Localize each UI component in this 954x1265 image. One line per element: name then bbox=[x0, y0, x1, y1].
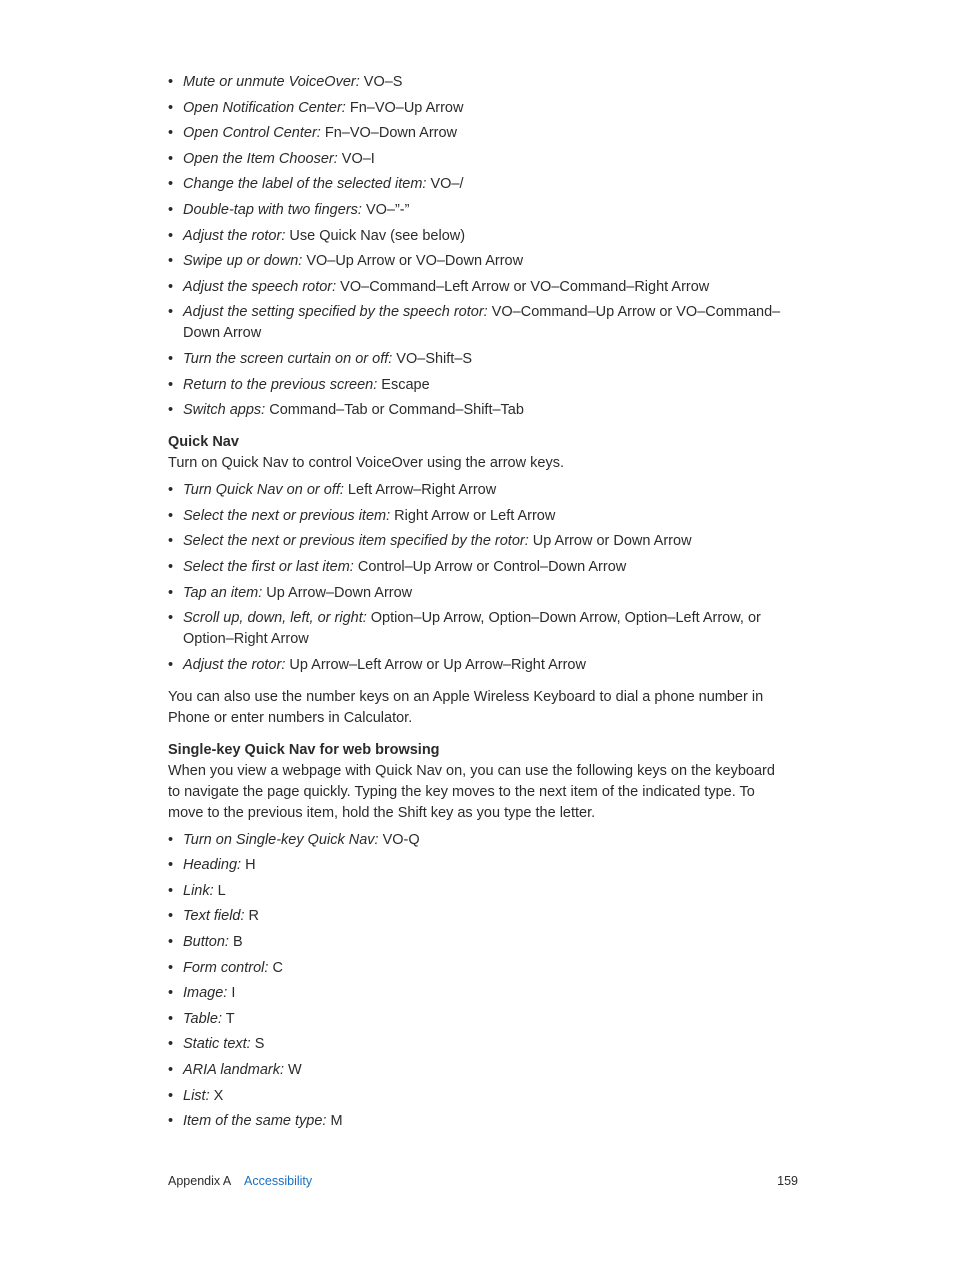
bullet-icon: • bbox=[168, 125, 174, 142]
command-keys: Control–Up Arrow or Control–Down Arrow bbox=[353, 558, 627, 575]
list-item bbox=[168, 226, 788, 247]
bullet-icon: • bbox=[168, 482, 174, 499]
list-item bbox=[168, 557, 788, 578]
list-item bbox=[168, 983, 788, 1004]
command-term: Tap an item: bbox=[183, 584, 263, 601]
page-number: 159 bbox=[777, 1174, 798, 1188]
command-term: Text field: bbox=[183, 908, 245, 925]
command-term: Form control: bbox=[183, 959, 269, 976]
command-keys: M bbox=[326, 1113, 343, 1130]
command-term: Select the first or last item: bbox=[183, 558, 354, 575]
command-term: Adjust the rotor: bbox=[183, 227, 286, 244]
bullet-icon: • bbox=[168, 278, 174, 295]
command-term: Heading: bbox=[183, 857, 242, 874]
command-keys: VO–”-” bbox=[361, 201, 410, 218]
command-keys: H bbox=[241, 857, 256, 874]
command-term: Select the next or previous item: bbox=[183, 507, 391, 524]
bullet-icon: • bbox=[168, 376, 174, 393]
list-item bbox=[168, 98, 788, 119]
command-keys: Option–Up Arrow, Option–Down Arrow, Option–Left Arrow, or Option–Right Arrow bbox=[183, 610, 761, 648]
bullet-icon: • bbox=[168, 1010, 174, 1027]
list-item bbox=[168, 1086, 788, 1107]
command-term: Turn on Single-key Quick Nav: bbox=[183, 831, 379, 848]
bullet-icon: • bbox=[168, 831, 174, 848]
list-item bbox=[168, 583, 788, 604]
list-item bbox=[168, 881, 788, 902]
bullet-icon: • bbox=[168, 882, 174, 899]
command-keys: Up Arrow or Down Arrow bbox=[528, 533, 692, 550]
command-keys: VO–Command–Up Arrow or VO–Command–Down Arrow bbox=[183, 304, 781, 342]
command-term: Select the next or previous item specified by the rotor: bbox=[183, 533, 529, 550]
command-keys: Right Arrow or Left Arrow bbox=[390, 507, 556, 524]
bullet-icon: • bbox=[168, 908, 174, 925]
bullet-icon: • bbox=[168, 610, 174, 627]
bullet-icon: • bbox=[168, 1062, 174, 1079]
command-term: Adjust the speech rotor: bbox=[183, 278, 337, 295]
bullet-icon: • bbox=[168, 959, 174, 976]
footer-section-link[interactable]: Accessibility bbox=[244, 1174, 313, 1188]
list-item bbox=[168, 1060, 788, 1081]
list-item bbox=[168, 1009, 788, 1030]
command-keys: W bbox=[284, 1062, 302, 1079]
list-item bbox=[168, 932, 788, 953]
command-keys: Escape bbox=[377, 376, 430, 393]
bullet-icon: • bbox=[168, 1113, 174, 1130]
command-term: Swipe up or down: bbox=[183, 253, 303, 270]
bullet-icon: • bbox=[168, 176, 174, 193]
command-keys: I bbox=[227, 985, 236, 1002]
list-item bbox=[168, 1111, 788, 1132]
bullet-icon: • bbox=[168, 201, 174, 218]
list-item bbox=[168, 906, 788, 927]
command-keys: Use Quick Nav (see below) bbox=[285, 227, 466, 244]
command-term: Open Notification Center: bbox=[183, 99, 346, 116]
quick-nav-heading: Quick Nav bbox=[168, 434, 239, 451]
command-term: Switch apps: bbox=[183, 402, 266, 419]
list-item bbox=[168, 830, 788, 851]
quick-nav-closing: You can also use the number keys on an Apple Wireless Keyboard to dial a phone number in Phone or enter numbers in Calculator. bbox=[168, 688, 764, 726]
command-term: Static text: bbox=[183, 1036, 251, 1053]
list-item bbox=[168, 149, 788, 170]
bullet-icon: • bbox=[168, 402, 174, 419]
list-item bbox=[168, 251, 788, 272]
command-keys: X bbox=[209, 1087, 224, 1104]
footer-appendix: Appendix A bbox=[168, 1174, 231, 1188]
list-item bbox=[168, 302, 788, 344]
bullet-icon: • bbox=[168, 533, 174, 550]
command-keys: VO–/ bbox=[426, 176, 464, 193]
list-item bbox=[168, 375, 788, 396]
list-item bbox=[168, 349, 788, 370]
list-item bbox=[168, 480, 788, 501]
list-item bbox=[168, 531, 788, 552]
bullet-icon: • bbox=[168, 656, 174, 673]
command-keys: VO–I bbox=[337, 150, 375, 167]
command-keys: VO–Shift–S bbox=[392, 350, 473, 367]
command-keys: Command–Tab or Command–Shift–Tab bbox=[265, 402, 524, 419]
list-item bbox=[168, 400, 788, 421]
bullet-icon: • bbox=[168, 1036, 174, 1053]
command-term: Scroll up, down, left, or right: bbox=[183, 610, 367, 627]
page-footer bbox=[168, 1172, 798, 1190]
list-item bbox=[168, 958, 788, 979]
command-keys: Fn–VO–Down Arrow bbox=[320, 125, 458, 142]
command-keys: VO–Up Arrow or VO–Down Arrow bbox=[302, 253, 524, 270]
command-term: Double-tap with two fingers: bbox=[183, 201, 362, 218]
list-item bbox=[168, 72, 788, 93]
list-item bbox=[168, 277, 788, 298]
bullet-icon: • bbox=[168, 558, 174, 575]
command-keys: C bbox=[268, 959, 283, 976]
list-item bbox=[168, 174, 788, 195]
command-term: Button: bbox=[183, 934, 229, 951]
bullet-icon: • bbox=[168, 1087, 174, 1104]
list-item bbox=[168, 200, 788, 221]
command-term: List: bbox=[183, 1087, 210, 1104]
command-keys: VO–S bbox=[359, 74, 403, 90]
command-keys: S bbox=[250, 1036, 265, 1053]
command-term: Mute or unmute VoiceOver: bbox=[183, 74, 360, 90]
bullet-icon: • bbox=[168, 857, 174, 874]
command-keys: L bbox=[213, 882, 226, 899]
quick-nav-list bbox=[168, 480, 788, 676]
list-item bbox=[168, 1034, 788, 1055]
page-content bbox=[168, 72, 788, 1137]
command-keys: Fn–VO–Up Arrow bbox=[345, 99, 464, 116]
single-key-section bbox=[168, 740, 788, 1133]
list-item bbox=[168, 123, 788, 144]
bullet-icon: • bbox=[168, 227, 174, 244]
bullet-icon: • bbox=[168, 99, 174, 116]
command-term: Table: bbox=[183, 1010, 222, 1027]
voiceover-commands-list bbox=[168, 72, 788, 421]
command-term: Turn Quick Nav on or off: bbox=[183, 482, 344, 499]
quick-nav-intro: Turn on Quick Nav to control VoiceOver using the arrow keys. bbox=[168, 455, 564, 472]
quick-nav-section bbox=[168, 432, 788, 729]
single-key-intro: When you view a webpage with Quick Nav on, you can use the following keys on the keyboard to navigate the page quickly. Typing the key moves to the next item of the indicated type. To move to the previous item, hold the Shift key as you type the letter. bbox=[168, 762, 775, 821]
list-item bbox=[168, 506, 788, 527]
bullet-icon: • bbox=[168, 985, 174, 1002]
command-term: Adjust the rotor: bbox=[183, 656, 286, 673]
command-term: Item of the same type: bbox=[183, 1113, 327, 1130]
command-term: ARIA landmark: bbox=[183, 1062, 284, 1079]
command-keys: VO-Q bbox=[378, 831, 420, 848]
command-term: Adjust the setting specified by the speech rotor: bbox=[183, 304, 488, 321]
single-key-heading: Single-key Quick Nav for web browsing bbox=[168, 741, 440, 758]
command-keys: T bbox=[221, 1010, 235, 1027]
bullet-icon: • bbox=[168, 150, 174, 167]
list-item bbox=[168, 608, 788, 650]
command-term: Open the Item Chooser: bbox=[183, 150, 338, 167]
command-term: Open Control Center: bbox=[183, 125, 321, 142]
list-item bbox=[168, 655, 788, 676]
command-term: Turn the screen curtain on or off: bbox=[183, 350, 393, 367]
single-key-list bbox=[168, 830, 788, 1133]
bullet-icon: • bbox=[168, 507, 174, 524]
bullet-icon: • bbox=[168, 350, 174, 367]
bullet-icon: • bbox=[168, 934, 174, 951]
bullet-icon: • bbox=[168, 253, 174, 270]
command-keys: Up Arrow–Down Arrow bbox=[262, 584, 413, 601]
command-term: Link: bbox=[183, 882, 214, 899]
bullet-icon: • bbox=[168, 304, 174, 321]
command-term: Change the label of the selected item: bbox=[183, 176, 427, 193]
list-item bbox=[168, 855, 788, 876]
command-term: Return to the previous screen: bbox=[183, 376, 378, 393]
command-term: Image: bbox=[183, 985, 228, 1002]
bullet-icon: • bbox=[168, 74, 174, 90]
command-keys: R bbox=[244, 908, 260, 925]
command-keys: VO–Command–Left Arrow or VO–Command–Right Arrow bbox=[336, 278, 710, 295]
command-keys: Up Arrow–Left Arrow or Up Arrow–Right Arrow bbox=[285, 656, 586, 673]
bullet-icon: • bbox=[168, 584, 174, 601]
command-keys: B bbox=[228, 934, 243, 951]
command-keys: Left Arrow–Right Arrow bbox=[343, 482, 497, 499]
